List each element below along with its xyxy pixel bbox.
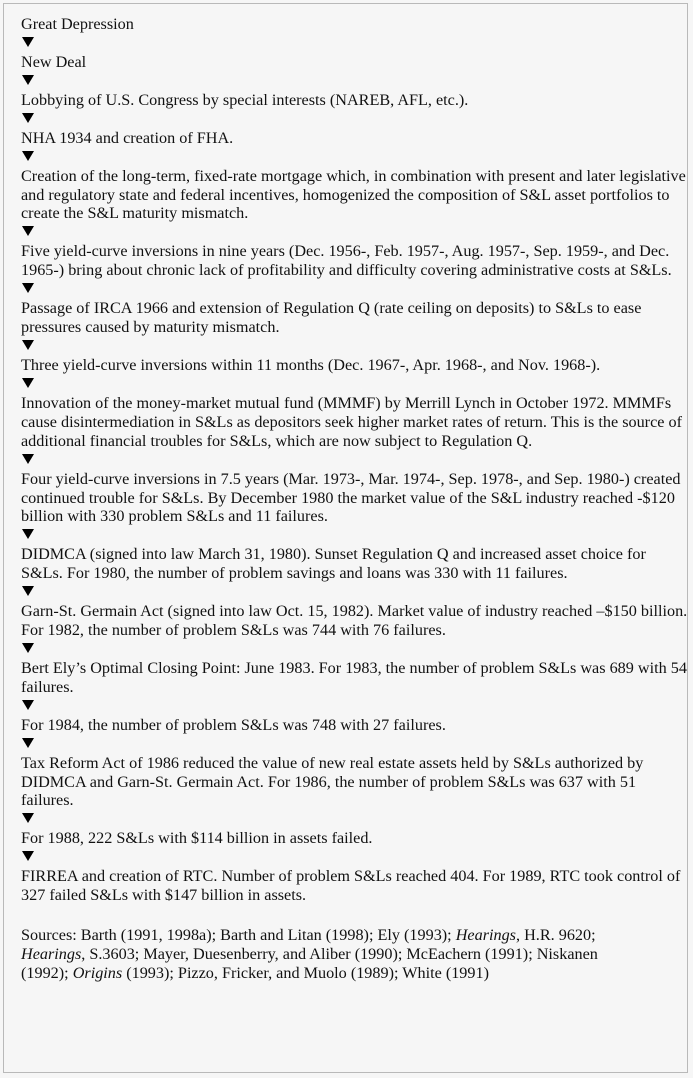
sources-text: , H.R. 9620; bbox=[516, 926, 596, 945]
sources-note bbox=[21, 926, 621, 983]
down-arrow-icon bbox=[22, 113, 34, 123]
sources-text: Sources: Barth (1991, 1998a); Barth and Litan (1998); Ely (1993); bbox=[21, 926, 456, 945]
down-arrow-icon bbox=[22, 586, 34, 596]
step-didmca: DIDMCA (signed into law March 31, 1980). Sunset Regulation Q and increased asset choice for S&Ls. For 1980, the number of problem savings and loans was 330 with 11 failures. bbox=[21, 545, 646, 583]
step-five-inversions: Five yield-curve inversions in nine years (Dec. 1956-, Feb. 1957-, Aug. 1957-, Sep. 1959-, and Dec. 1965-) bring about chronic lack of profitability and difficulty covering administrative costs at S&Ls. bbox=[21, 242, 672, 280]
down-arrow-icon bbox=[22, 37, 34, 47]
step-fixed-rate-mortgage: Creation of the long-term, fixed-rate mortgage which, in combination with present and later legislative and regulatory state and federal incentives, homogenized the composition of S&L asset portfolios to create the S&L maturity mismatch. bbox=[21, 166, 686, 223]
step-lobbying: Lobbying of U.S. Congress by special interests (NAREB, AFL, etc.). bbox=[21, 90, 469, 109]
sources-text: , S.3603; Mayer, Duesenberry, and Aliber (1990); McEachern (1991); Niskanen (1992); bbox=[21, 945, 598, 982]
step-optimal-closing-point: Bert Ely’s Optimal Closing Point: June 1983. For 1983, the number of problem S&Ls was 689 with 54 failures. bbox=[21, 658, 687, 696]
step-great-depression: Great Depression bbox=[21, 15, 134, 33]
step-firrea-rtc: FIRREA and creation of RTC. Number of problem S&Ls reached 404. For 1989, RTC took control of 327 failed S&Ls with $147 billion in assets. bbox=[21, 867, 681, 905]
sources-italic: Hearings bbox=[21, 945, 82, 963]
down-arrow-icon bbox=[22, 75, 34, 85]
step-garn-st-germain: Garn-St. Germain Act (signed into law Oct. 15, 1982). Market value of industry reached –$150 billion. For 1982, the number of problem S&Ls was 744 with 76 failures. bbox=[21, 602, 688, 640]
down-arrow-icon bbox=[22, 151, 34, 161]
step-1988: For 1988, 222 S&Ls with $114 billion in assets failed. bbox=[21, 829, 373, 848]
sources-text: (1993); Pizzo, Fricker, and Muolo (1989); White (1991) bbox=[122, 963, 489, 982]
down-arrow-icon bbox=[22, 643, 34, 653]
step-irca-1966: Passage of IRCA 1966 and extension of Regulation Q (rate ceiling on deposits) to S&Ls to ease pressures caused by maturity mismatch. bbox=[21, 299, 642, 337]
step-new-deal: New Deal bbox=[21, 52, 87, 71]
step-mmmf: Innovation of the money-market mutual fund (MMMF) by Merrill Lynch in October 1972. MMMFs cause disintermediation in S&Ls as depositors seek higher market rates of return. This is the source of additional financial troubles for S&Ls, which are now subject to Regulation Q. bbox=[21, 393, 682, 450]
down-arrow-icon bbox=[22, 851, 34, 861]
down-arrow-icon bbox=[22, 378, 34, 388]
down-arrow-icon bbox=[22, 700, 34, 710]
step-1984: For 1984, the number of problem S&Ls was 748 with 27 failures. bbox=[21, 715, 446, 734]
down-arrow-icon bbox=[22, 529, 34, 539]
step-nha-1934: NHA 1934 and creation of FHA. bbox=[21, 128, 234, 147]
down-arrow-icon bbox=[22, 738, 34, 748]
step-four-inversions: Four yield-curve inversions in 7.5 years (Mar. 1973-, Mar. 1974-, Sep. 1978-, and Sep. 1980-) created continued trouble for S&Ls. By December 1980 the market value of the S&L industry reached -$120 billion with 330 problem S&Ls and 11 failures. bbox=[21, 469, 681, 526]
sources-italic: Hearings bbox=[455, 926, 516, 945]
step-three-inversions: Three yield-curve inversions within 11 months (Dec. 1967-, Apr. 1968-, and Nov. 1968-). bbox=[21, 355, 601, 374]
down-arrow-icon bbox=[22, 454, 34, 464]
step-tax-reform-1986: Tax Reform Act of 1986 reduced the value of new real estate assets held by S&Ls authorized by DIDMCA and Garn-St. Germain Act. For 1986, the number of problem S&Ls was 637 with 51 failures. bbox=[21, 753, 644, 810]
down-arrow-icon bbox=[22, 340, 34, 350]
flowchart bbox=[21, 15, 689, 983]
down-arrow-icon bbox=[22, 226, 34, 236]
sources-italic: Origins bbox=[72, 963, 123, 982]
down-arrow-icon bbox=[22, 813, 34, 823]
down-arrow-icon bbox=[22, 283, 34, 293]
